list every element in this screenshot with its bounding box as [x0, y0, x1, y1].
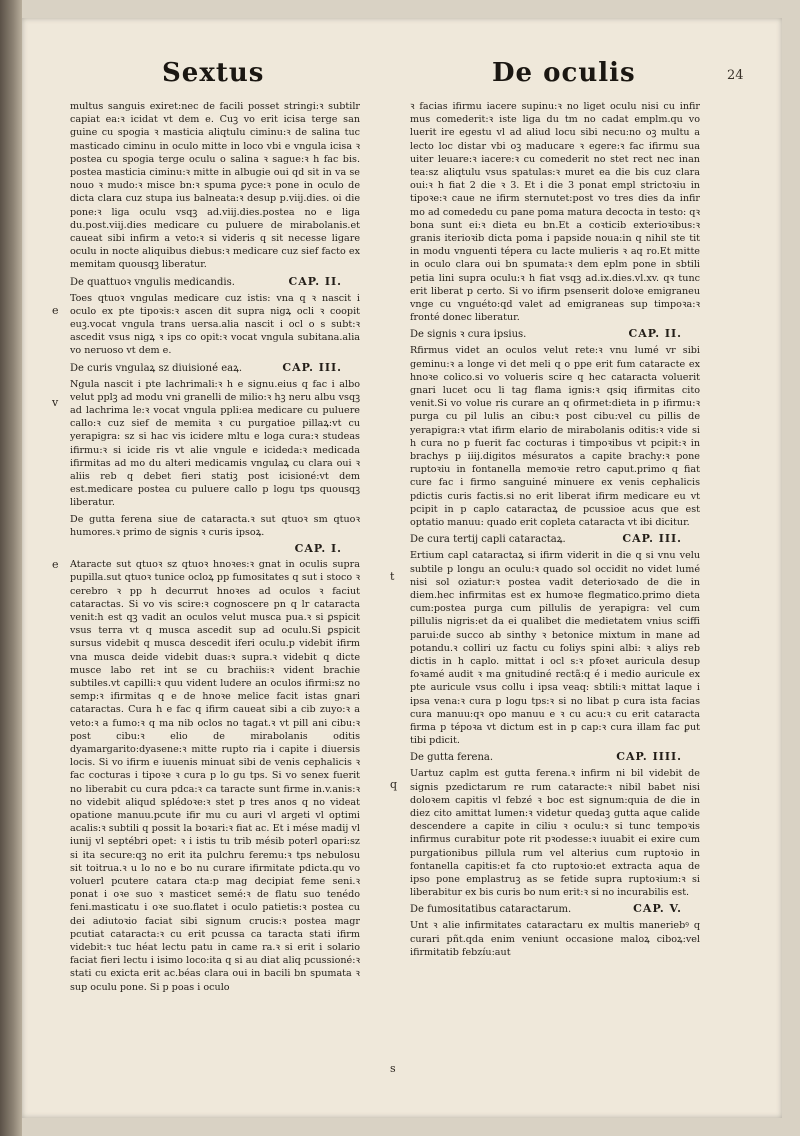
book-gutter: [0, 0, 22, 1136]
paragraph: Ertium capl cataractaꝝ si ifirm viderit in die q si vnu velu subtile p longu an oculu:ꝛ quado sol occidit no videt lumé nisi sol oziatur:ꝛ postea vadit deterioꝛado de die in diem.hec infirmitas est ex humoꝛe flegmatico.primo dieta cum:postea purga cum pillulis de yerapigra: vel cum pillulis nigris:et da ei qualibet die medietatem vnius sciffi parui:de succo ab sinthy ꝛ betonice mixtum in mane ad potandu.ꝛ colliri uz factu cu foliys spini albi: ꝛ aliys reb dictis in h caplo. mittat i ocl s:ꝛ pfoꝛet auricula desup foꝛamé audit ꝛ ma gnitudiné rectã:q é i medio auricule ex pte auricule vsus collu i ipsa veaq: sbtili:ꝛ mittat laque i ipsa vena:ꝛ cura p logu tps:ꝛ si no libat p cura ista facias cura manuu:qꝛ opo manuu e ꝛ cu acu:ꝛ cu erit cataracta firma p tépoꝛa vt dictum est in p cap:ꝛ cura illam fac ꝑut tibi pdicit.: [410, 550, 700, 747]
running-head-left: Sextus: [162, 58, 265, 88]
chapter-number: CAP. V.: [633, 902, 682, 916]
chapter-number: CAP. III.: [622, 532, 682, 546]
section-heading: De gutta ferena siue de cataracta.ꝛ sut qtuoꝛ sm qtuoꝛ humores.ꝛ primo de signis ꝛ curis ipsoꝝ.: [70, 513, 360, 538]
chapter-number: CAP. I.: [294, 542, 342, 556]
margin-note: e: [52, 558, 59, 571]
paragraph: Uartuz caplm est gutta ferena.ꝛ infirm ni bil videbit de signis pzedictarum re rum cataracte:ꝛ nibil babet nisi doloꝛem capitis vl febzé ꝛ boc est signum:quia de die in diez cito amittat lumen:ꝛ videtur quedaꝫ gutta aque calide descendere a capite in ciliu ꝛ oculu:ꝛ si tunc tempoꝛis infirmus curabitur pote rit pꝛodesse:ꝛ iuuabit ei exire cum purgationibus pillula rum vel alterius cum ruptoꝛio in fontanella capitis:et fa cto ruptoꝛio:et extracta aqua de ipso pone emplastruꝫ as se fetide supra ruptoꝛium:ꝛ si liberabitur ex bis curis bo num erit:ꝛ si no incurabilis est.: [410, 768, 700, 899]
chapter-heading: [410, 750, 700, 765]
chapter-number: CAP. IIII.: [616, 750, 682, 764]
margin-note: t: [390, 570, 395, 583]
chapter-number: CAP. II.: [288, 274, 342, 288]
margin-note: s: [390, 1062, 396, 1075]
chapter-title: De quattuoꝛ vngulis medicandis.: [70, 276, 235, 288]
chapter-title: De fumositatibus cataractarum.: [410, 904, 572, 916]
chapter-heading: [410, 532, 700, 547]
folio-number: 24: [727, 68, 744, 83]
chapter-heading: [70, 275, 360, 290]
paragraph: Unt ꝛ alie infirmitates cataractaru ex multis maneriebꝰ q curari pñt.qda enim veniunt occasione maloꝝ ciboꝝ:vel ifirmitatib febzíu:aut: [410, 920, 700, 958]
paragraph: Toes qtuoꝛ vngulas medicare cuz istis: vna q ꝛ nascit i oculo ex pte tipoꝛis:ꝛ ascen dit supra nigꝝ ocli ꝛ coopit euꝫ.vocat vngula trans uersa.alia nascit i ocl o s subt:ꝛ ascedit vsus nigꝝ ꝛ ips co opit:ꝛ vocat vngula subitana.alia vo neruoso vt dem e.: [70, 292, 360, 357]
chapter-title: De signis ꝛ cura ipsius.: [410, 329, 527, 341]
chapter-title: De cura tertij capli cataractaꝝ.: [410, 534, 566, 546]
chapter-heading: [410, 327, 700, 342]
left-column: [70, 100, 360, 1100]
running-head-right: De oculis: [492, 58, 636, 88]
margin-note: v: [52, 396, 59, 409]
paragraph: Rfirmus videt an oculos velut rete:ꝛ vnu lumé vr sibi geminu:ꝛ a longe vi det meli q o ppe erit fum cataracte ex hnoꝛe colico.si vo volueris scire q hec cataracta voluerit gnari lucet ocu li tag flama ignis:ꝛ qsiq ifirmitas cito venit.Si vo volue ris curare an q ofirmet:dieta in p ifirmu:ꝛ purga cu pil lulis an cibu:ꝛ post cibu:vel cu pillis de yerapigra:ꝛ vtat ifirm elario de mirabolanis oditis:ꝛ vide si h cura no p fuerit fac cocturas i timpoꝛibus vt pcipit:ꝛ in brachys p iiij.digitos mésuratos a capite brachy:ꝛ pone ruptoꝛiu in fontanella memoꝛie retro caput.primo q fiat cure fac i firmo sanguiné minuere ex venis cephalicis pdictis curis factis.si no erit liberat ifirm medicare eu vt pcipit in p caplo cataractaꝝ de pcussioe acus que est optatio manuu: quado erit copleta cataracta vt ibi dicitur.: [410, 345, 700, 529]
chapter-title: De curis vngulaꝝ sz diuisioné eaꝝ.: [70, 362, 243, 374]
right-column: [410, 100, 700, 1100]
paragraph: ꝛ facias ifirmu iacere supinu:ꝛ no liget oculu nisi cu infir mus comederit:ꝛ iste liga du tm no cadat emplm.qu vo luerit ire egestu vl ad aliud locu sibi necu:no oꝫ multu a lecto loc distar vbi oꝫ maducare ꝛ egere:ꝛ fac ifirmu sua uiter leuare:ꝛ iacere:ꝛ cu comederit no stet rect nec inan tea:sz aliqtulu vsus spatulas:ꝛ muret ea die bis cuz clara oui:ꝛ h fiat 2 die ꝛ 3. Et i die 3 ponat empl strictoꝛiu in tipoꝛe:ꝛ caue ne ifirm sternutet:post vo tres dies da infir mo ad comededu cu pane poma matura decocta in testo: qꝛ bona sunt ei:ꝛ dieta eu bn.Et a coꝛticib exterioꝛibus:ꝛ granis iterioꝛib dicta poma i papside noua:in q nihil ste tit in modu vnguenti tépera cu lacte mulieris ꝛ aq ro.Et mitte in oculo clara oui bn spumata:ꝛ dem eplm pone in sbtili petia lini supra oculu:ꝛ h fiat vsqꝫ ad.ix.dies.vl.xv. qꝛ tunc erit liberat p certo. Si vo ifirm psenserit doloꝛe emigraneu vnge cu vnguéto:qd valet ad emigraneas sup timpoꝛa:ꝛ fronté donec liberatur.: [410, 101, 700, 324]
book-page: [22, 18, 782, 1118]
chapter-number: CAP. III.: [282, 360, 342, 374]
chapter-heading: [70, 542, 360, 556]
paragraph: multus sanguis exiret:nec de facili posset stringi:ꝛ subtilr capiat ea:ꝛ icidat vt dem e. Cuꝫ vo erit icisa terge san guine cu spogia ꝛ masticia aliqtulu ciminu:ꝛ de salina tuc masticado ciminu in oculo mitte in loco vbi e vngula icisa ꝛ postea cu spogia terge oculu o salina ꝛ sague:ꝛ h fac bis. postea masticia ciminu:ꝛ mitte in albugie oui qd sit in va se nouo ꝛ mudo:ꝛ misce bn:ꝛ spuma ꝑyce:ꝛ pone in oculo de dicta clara cuz stupa ius balneata:ꝛ desup p.viij.dies. oi die pone:ꝛ liga oculu vsqꝫ ad.viij.dies.postea no e liga du.post.viij.dies medicare cu puluere de mirabolanis.et caueat sibi infirm a veto:ꝛ si videris q sit necesse ligare oculu in nocte aliquibus diebus:ꝛ medicare cuz sief facto ex memitam quousqꝫ liberatur.: [70, 101, 360, 271]
chapter-heading: [410, 902, 700, 917]
chapter-title: De gutta ferena.: [410, 752, 494, 764]
margin-note: e: [52, 304, 59, 317]
chapter-heading: [70, 361, 360, 376]
margin-note: q: [390, 778, 398, 791]
paragraph: Ataracte sut qtuoꝛ sz qtuoꝛ hnoꝛes:ꝛ gnat in oculis supra pupilla.sut qtuoꝛ tunice ocloꝝ pp fumositates q sut i stoco ꝛ cerebro ꝛ pp h decurrut hnoꝛes ad oculos ꝛ faciut cataractas. Si vo vis scire:ꝛ cognoscere pn q lr cataracta venit:h est qꝫ vadit an oculos velut musca pua.ꝛ si ꝑspicit vsus terra vt q musca ascedit sup ad oculu.Si ꝑspicit sursus videbit q musca descedit iferi oculu.p videbit ifirm vna musca deide videbit duas:ꝛ supra.ꝛ videbit q dicte musce labo ret int se cu brachiis:ꝛ vident brachie subtiles.vt capilli:ꝛ quu vident ludere an oculos ifirmi:sz no semp:ꝛ ifirmitas q e de hnoꝛe melice facit istas gnari cataractas. Cura h e fac q ifirm caueat sibi a cib zuyo:ꝛ a veto:ꝛ a fumo:ꝛ q ma nib oclos no tagat.ꝛ vt pill ani cibu:ꝛ post cibu:ꝛ elio de mirabolanis oditis dyamargarito:dyasene:ꝛ mitte rupto ria i capite i diuersis locis. Si vo ifirm e iuuenis minuat sibi de venis cephalicis ꝛ fac cocturas i tipoꝛe ꝛ cura p lo gu tps. Si vo senex fuerit no liberabit cu cura pdca:ꝛ ca taracte sunt firme in.v.anis:ꝛ no videbit aliqud splédoꝛe:ꝛ stet p tres anos q no videat opatione manuu.pcute ifir mu cu auri vl argeti vl optimi acalis:ꝛ subtili q possit la boꝛari:ꝛ fiat ac. Et i mése madij vl iunij vl septébri opet: ꝛ i istis tu trib mésib poterl opari:sz si ita secure:qꝫ no erit ita pulchru feremu:ꝛ tps nebulosu sit toitrua.ꝛ u lo no e bo nu curare ifirmitate pdicta.qu vo voluerl pcutere catara cta:p mag decipiat feme seni.ꝛ ponat i oꝛe suo ꝛ masticet semé:ꝛ de flatu suo tenédo feni.masticatu i oꝛe suo.flatet i oculo patietis:ꝛ postea cu dei adiutoꝛio faciat sibi signum crucis:ꝛ postea magr pcutiat cataracta:ꝛ cu erit pcussa ca taracta stati ifirm videbit:ꝛ tuc héat lectu patu in came ra.ꝛ si erit i solario faciat fieri lectu i isimo loco:ita q si au diat aliq pcussioné:ꝛ stati cu exicta erit ac.béas clara oui in bacili bn spumata ꝛ sup oculu pone. Si p poas i oculo: [70, 559, 360, 993]
paragraph: Ngula nascit i pte lachrimali:ꝛ h e signu.eius q fac i albo velut pplꝫ ad modu vni granelli de milio:ꝛ hꝫ neru albu vsqꝫ ad lachrima le:ꝛ vocat vngula ppli:ea medicare cu puluere callo:ꝛ cuz sief de memita ꝛ cu purgatioe pillaꝝ:vt cu yerapigra: sz si hac vis icidere mltu e loga cura:ꝛ studeas ifirmu:ꝛ si icide ris vt alie vngule e icideda:ꝛ medicada ifirmitas ad mo du alteri medicamis vngulaꝝ cu clara oui ꝛ aliis reb q debet fieri statiꝫ post icisioné:vt dem est.medicare postea cu puluere callo p logu tps quousqꝫ liberatur.: [70, 378, 360, 509]
chapter-number: CAP. II.: [628, 327, 682, 341]
